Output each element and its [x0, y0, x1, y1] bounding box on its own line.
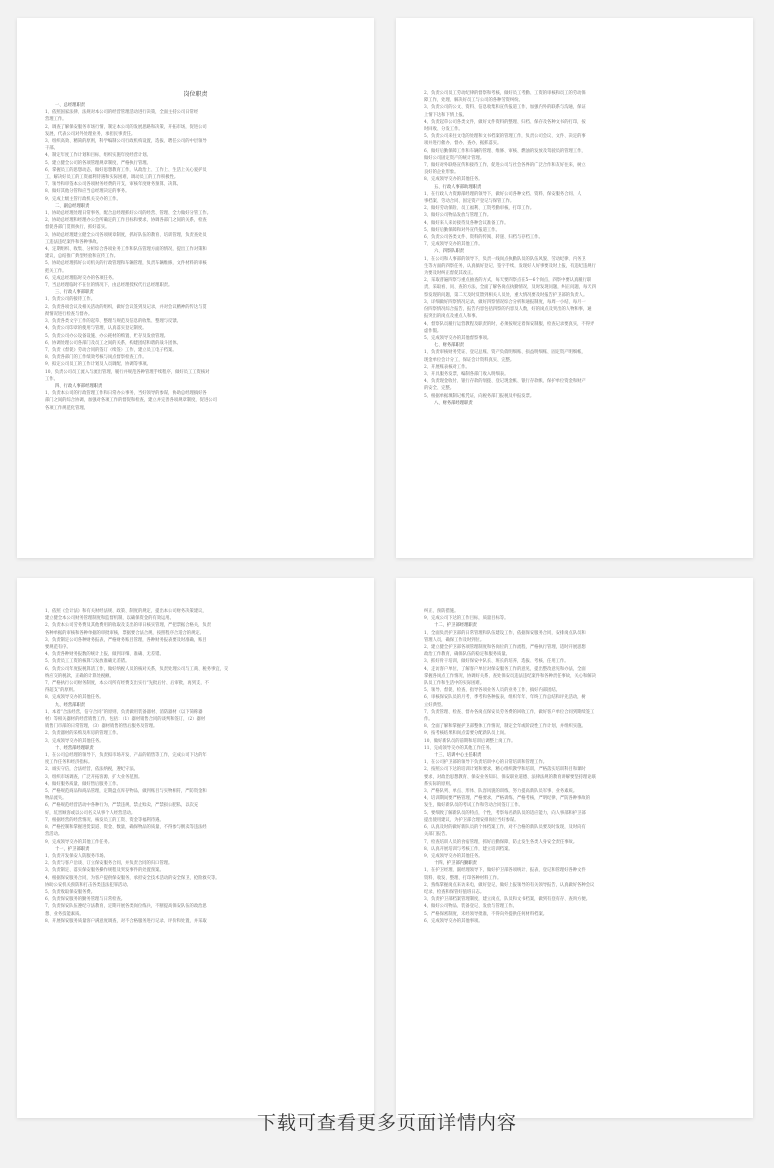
text-line: 7、做好对外联络宣传和接待工作，促进公司与社会各界的广泛合作和友好往来，树立 — [424, 163, 586, 169]
text-line: 1、协助总经理处理日常事务，配合总经理抓好公司的经营、管理、全力做好分管工作。 — [45, 211, 212, 217]
page-lines — [45, 102, 346, 412]
text-line: 5、要细致了解新队员的特点，个性，考察每名新队员的适应能力，向人事部和护卫部 — [424, 810, 586, 816]
page-title: 岗位职责 — [183, 91, 208, 98]
text-line: 建议，总结推广典型经验和宣传工作。 — [45, 254, 119, 260]
text-line: 要规范有序。 — [45, 645, 71, 651]
text-line: 6、完成总经理临时交办的各项任务。 — [45, 275, 117, 281]
text-line: 3、负责制定、落实保安服务操作规程及突发事件的处置预案。 — [45, 868, 164, 874]
text-line: 9、完成领导交办的其他工作任务。 — [45, 839, 113, 845]
text-line: 4、做好服务质量，做好售后服务工作。 — [45, 781, 121, 787]
text-line: 责，采取看、问、查的方法，全面了解各岗点执勤情况，及时发现问题，纠正问题，每天四 — [424, 285, 596, 291]
document-page-3 — [17, 578, 374, 1118]
text-line: 7、负责管理、检查、督办各岗点保安员劳务费的回收工作，做好客户单位合同到期续签工 — [424, 709, 595, 715]
text-line: 作。 — [424, 717, 433, 723]
text-line: 8、完成领导交办的其他任务。 — [45, 695, 104, 701]
section-heading: 九、经营部职责 — [55, 702, 86, 708]
text-line: 项并进行催办、督办、查办，据抓落实。 — [424, 141, 502, 147]
text-line: 2、协助总经理和经理办公会所确定的工作目标和要求，协调各部门之间的关系，检查 — [45, 218, 207, 224]
text-line: 建立健全本公司财务管理制度和监督机制，以确保资金的有效运用。 — [45, 616, 174, 622]
text-line: 良好的企业形象。 — [424, 170, 459, 176]
text-line: 4、制定年度工作计划和目标，组织实施年度经营计划。 — [45, 153, 151, 159]
text-line: 察发现的问题，第二天及时反馈到相关人员处，重大情况要及时报告护卫部的负责人。 — [424, 292, 588, 298]
text-line: 协助公安机关预防和打击各类违法犯罪活动。 — [45, 882, 131, 888]
text-line: 上情下达和下情上报。 — [424, 112, 467, 118]
text-line: 做好公司固定资产的统计管理。 — [424, 155, 485, 161]
text-line: 要求，对政治思想教育、保安业务知识、保安职业道德、法律法规的教育讲解要坚持理论联 — [424, 774, 596, 780]
text-line: 把关工作。 — [45, 268, 67, 274]
document-page-1 — [17, 18, 374, 558]
text-line: 3、开具服务发票，编制各部门收入明细表。 — [424, 371, 509, 377]
text-line: 3、组织市场调查，广泛开拓客源，扩大业务范围。 — [45, 774, 143, 780]
text-line: 5、领导、督促、检查、指导各项业务人员的业务工作，搞好内部团结。 — [424, 688, 560, 694]
text-line: 纪录、检查和保管好值班日志。 — [424, 889, 485, 895]
text-line: 6、协调处理公司各部门及员工之间的关系，构建团结和谐的战斗团体。 — [45, 340, 181, 346]
text-line: 的安全、完整。 — [424, 386, 455, 392]
text-line: 7、根据经营的经营情况，核发员工的工资、资金等福利待遇。 — [45, 817, 164, 823]
text-line: 5、根据单据填制记帐凭证，向税务部门报税及申报发票。 — [424, 393, 535, 399]
text-line: 8、负责各部门的工作绩效考核与岗点督察检查工作。 — [45, 355, 147, 361]
text-line: 系实际的原则。 — [424, 781, 455, 787]
text-line: 3、抓好骨干培训，做好保安中队长、班长的培养，选拔、考核、任用工作。 — [424, 659, 569, 665]
text-line: 9、完成公司下达的工作目标，质量目标等。 — [424, 616, 509, 622]
text-line: 管理人员，确保工作及时到位。 — [424, 637, 485, 643]
section-heading: 七、财务部职责 — [434, 343, 465, 349]
text-line: 1、在公司和人事部的领导下，负责一线岗点执勤队员的队伍风貌、劳动纪律、内务卫 — [424, 256, 586, 262]
text-line: 4、培训期间要严格管理，严格要求，严格训练，严格考核，严明纪律，严防各种事故的 — [424, 796, 591, 802]
text-line: 6、审核保安队员的月考、季考和各种报表，组织年年、年终工作总结和评先活动，树 — [424, 695, 586, 701]
text-line: 10、负责公司员工流入与流出管理，履行并规范各种管理手续程序，做好员工工资核对 — [45, 369, 210, 375]
text-line: 干部。 — [45, 146, 58, 152]
text-line: 1、负责审核财务凭证、登记总账、资产负债明细账、损益明细账、固定资产明细帐， — [424, 350, 586, 356]
text-line: 资料、收发、整理、打印各种材料工作。 — [424, 875, 502, 881]
text-line: 生等方面的四察任务，认真搞好登记、签字手续，发现好人好事要及时上报，有违纪违规行 — [424, 263, 596, 269]
section-heading: 二、副总经理职责 — [55, 203, 90, 209]
document-page-4 — [396, 578, 753, 1118]
text-line: 3、负责护卫部档案管理制度，建立岗点、队员和文书档案，做到有登有存、查询方便。 — [424, 897, 591, 903]
text-line: 5、负责公司办公设备设施、办公耗材的购置、贮存及发放管理。 — [45, 333, 169, 339]
text-line: 7、负责保安队伍遵纪守法教育，定期开展各类岗位练兵，不断提高保安队伍的政治思 — [45, 904, 207, 910]
section-heading: 十一、护卫部职责 — [55, 846, 90, 852]
text-line: 4、负责现金收付、银行存款的划拨、登记现金帐、银行存款帐、保护单位资金和财产 — [424, 379, 586, 385]
text-line: 7、检查培训人员的食宿管理，抓好后勤保障，防止发生各类人身安全责任事故。 — [424, 839, 578, 845]
text-line: 6、负责公司年度报税算清工作，做好纳税人员的核对关系，负责处理公司与工商、税务事宜，交 — [45, 666, 229, 672]
text-line: 5、建立健全公司的各项管理规章制度，严格执行管理。 — [45, 160, 151, 166]
text-line: 2、按照公司下达的培训计划和要求，精心组织教学和培训，严格落实培训科目和课时 — [424, 767, 586, 773]
text-line: 6、掌握员工的思想动态，做好思想教育工作，从政治上、工作上、生活上关心爱护员 — [45, 167, 207, 173]
text-line: 3、完成领导交办的其他任务。 — [45, 738, 104, 744]
text-line: 1、在公司总经理的领导下，负责拟市场开发、产品的销售等工作，完成公司下达的年 — [45, 753, 207, 759]
text-line: 发展，代表公司对外处理业务，承担民事责任。 — [45, 131, 136, 137]
text-line: 掌握各岗点工作情况，协调好关系，查处保安员违法违纪案件和各种责任事故，关心和解决 — [424, 673, 596, 679]
text-line: 2、熟练掌握岗点来访来电，做好登记，做好上报领导的有关领导报告，认真做好各种会议 — [424, 882, 595, 888]
text-line: 纠正、预防措施。 — [424, 609, 459, 614]
text-line: 5、负责收取保安服务费。 — [45, 889, 95, 895]
text-line: 发生，做好新队员的考试工作和劳动合同签订工作。 — [424, 803, 523, 809]
text-line: 4、定期组织、收集、分析综合各项业务工作和队伍管理方面的情况，提出工作对策和 — [45, 247, 207, 253]
text-line: 8、认真开展培训与考核工作，建立培训档案。 — [424, 846, 513, 852]
text-line: 8、完成领导交办的其他任务。 — [424, 177, 483, 183]
text-line: 1、负责公司的接待工作。 — [45, 297, 95, 303]
text-line: 3、负责各类文字工作的起草、整理与规范及信息的收集、整理与反馈。 — [45, 319, 181, 325]
text-line: 3、协助总经理建立健全公司各项规章制度，抓好队伍的教育、培训管理，负责查处员 — [45, 232, 207, 238]
text-line: 4、督察队员履行运营教程及职责的时，必须按规定着保安制服，检查记录要真实，不得弄 — [424, 321, 595, 327]
text-line: 4、负责起草公司各类文件，做好文件资料的整理、归档、保存及各种文书的打印，按 — [424, 119, 586, 125]
text-line: 得超支”的原则。 — [45, 688, 78, 694]
page-lines — [45, 608, 346, 925]
text-line: 2、负责各项会议及相关活动的组织，做好会议签到及记录，并对会议精神的传达与贯 — [45, 304, 207, 310]
text-line: 10、做好新队员的前期和培训后调整上岗工作。 — [424, 738, 516, 744]
text-line: 障工作，处理、解决好员工与公司的各种劳资纠纷。 — [424, 98, 523, 104]
text-line: 彻情况进行检查与督办。 — [45, 311, 93, 317]
text-line: 4、根据保安服务合同，为客户提供保安服务，承担安全技术活动的安全保卫，抢险救灾等。 — [45, 875, 220, 881]
section-heading: 十四、护卫部内勤职责 — [434, 861, 477, 867]
text-line: 5、做好后勤保障和对外宣传报道工作。 — [424, 227, 500, 233]
download-caption[interactable]: 下载可查看更多页面详情内容 — [256, 1112, 517, 1134]
page-lines — [424, 608, 725, 925]
text-line: 9、完成领导交办的其他任务。 — [424, 853, 483, 859]
text-line: 1、依照《会计法》和有关财经法规、政策、制度的规定，提出本公司财务决策建议， — [45, 609, 207, 614]
text-line: 9、完成上级主管行政机关交办的工作。 — [45, 196, 121, 202]
text-line: 想、业务技能素质。 — [45, 911, 84, 917]
text-line: 1、全面负责护卫部的日常管理和队伍建设工作，依据保安服务合同，安排岗点队员和 — [424, 630, 586, 636]
text-line: 3、做好公司物品发放与管理工作。 — [424, 213, 492, 219]
text-line: 6、严格规范经营活动中各种行为，严禁违规，禁止赊卖，严禁损公肥私，以次充 — [45, 803, 199, 809]
text-line: 2、负责与客户洽谈、订立保安服务合同，并负责合同的归口管理。 — [45, 861, 173, 867]
text-line: 4、做好来人来访接待及各种会议准备工作。 — [424, 220, 509, 226]
text-line: 5、严格保密制度，未经领导批准，不得向外提供任何材料档案。 — [424, 911, 548, 917]
text-line: 1、负责开发保安人防服务市场。 — [45, 853, 108, 859]
text-line: 6、做好后勤保障工作和车辆的管理、维修、审核、燃油的发放及驾驶员的管理工作， — [424, 148, 586, 154]
text-line: 营理工作。 — [45, 117, 67, 123]
text-line: 9、按考核结果和岗点需要分配新队员上岗。 — [424, 731, 509, 737]
text-line: 工，解决好员工的工资福利待遇和实际困难，调动员工的工作积极性。 — [45, 175, 179, 181]
text-line: 物品流失。 — [45, 796, 67, 802]
text-line: 7、严格执行公司财务制度，本公司所有经费支出实行“先批后付、后审批，再到支，不 — [45, 681, 209, 687]
text-line: 时回收、分发工作。 — [424, 127, 463, 133]
text-line: 2、调查了解保安服务市场行情，制定本公司的发展思路和决策，开拓市场，促进公司 — [45, 124, 207, 130]
text-line: 2、负责器材的采购及库房的管理工作。 — [45, 731, 121, 737]
text-line: 各种单据的审核和各种单据的审批审核，票据要合法合规，按照程序合适合的规定。 — [45, 630, 204, 636]
text-line: 3、负责制定公司各种财务报表，严格财务账目管理，各种财务报表要及时准确，账目 — [45, 637, 207, 643]
text-line: 3、负责公司的公文、资料、信息收集和宣传报道工作，加强内外的联系与沟通，保证 — [424, 105, 586, 111]
text-line: 2、开展账表核对工作。 — [424, 364, 470, 370]
text-line: 6、完成领导交办的其他事项。 — [424, 918, 483, 924]
text-line: 6、认真及时的做好新队员的个体档案工作，对不合格的新队员要及时发现，及时向有 — [424, 825, 586, 831]
text-line: 材）等相关器材的经营销售工作，包括：（1）器材销售合同的谈判和签订，（2）器材 — [45, 717, 206, 723]
text-line: 8、做好其他分管和应当总经理决定的事务。 — [45, 189, 130, 195]
text-line: 提出使用建议，为护卫部合理安排岗位当好参谋。 — [424, 817, 519, 823]
text-line: 事档案、劳动合同、固定资产登记与保管工作。 — [424, 199, 515, 205]
text-line: 好，坑害顾客或以公司名义从事个人经营活动。 — [45, 810, 136, 816]
text-line: 报突出的岗点及重点人和事。 — [424, 314, 480, 320]
text-line: 现金单位会计分工，保证会计资料真实、完整。 — [424, 357, 515, 363]
text-line: 2、建立健全护卫部各项管理制度和各岗位的工作流程，严格执行管理，适时开展思想 — [424, 645, 586, 651]
text-line: 5、负责公司来往文电的处理和文书档案的管理工作，负责公司会议、文件、决定的事 — [424, 134, 586, 140]
text-line: 3、严格队列、单点、形体、队容风貌的训练，努力提高新队员军事、业务素质。 — [424, 789, 578, 795]
text-line: 3、详细做好四察情况记录，做好四察情况综合分析和通报制度，每周一小结，每月一 — [424, 299, 586, 305]
text-line: 工作。 — [45, 376, 58, 382]
text-line: 4、走访客户单位，了解客户单位对保安服务工作的意见，提出整改意见和办法，全面 — [424, 666, 586, 672]
text-line: 7、负责《督促》劳动合同的签订（续签）工作，建立员工电子档案。 — [45, 347, 177, 353]
document-page-2 — [396, 18, 753, 558]
text-line: 5、完成领导交办的其他督察事项。 — [424, 335, 492, 341]
section-heading: 十、经营部经理职责 — [55, 745, 94, 751]
text-line: 1、依照国家法律、法规对本公司的经营管理活动进行决策，全面主持公司日常经 — [45, 110, 199, 116]
text-line: 4、负责公司印章的使用与管理，认真落实登记制度。 — [45, 326, 147, 332]
section-heading: 六、四察队职责 — [434, 249, 465, 255]
text-line: 4、负责各种财务报数的统计上报，做到详细、准确、无差错。 — [45, 652, 164, 658]
section-heading: 八、财务部经理职责 — [434, 400, 473, 406]
text-line: 2、负责公司员工劳动纪律的督察和考核，做好员工考勤、工资的审核和员工的劳动保 — [424, 91, 586, 96]
text-line: 7、领导和审签本公司各项财务经费的开支，审核年度财务预算、决算。 — [45, 182, 181, 188]
text-line: 9、拟定公司员工的工作计划及人员调配、协调等事项。 — [45, 362, 151, 368]
text-line: 份四察情况综合报告，报告内容包括四察的内容及人数，好的岗点及突出的人物和事，通 — [424, 307, 592, 313]
text-line: 6、负责公司各类文件、资料的传阅、转递、归档与存档工作。 — [424, 235, 543, 241]
section-heading: 十三、培训中心主任职责 — [434, 753, 482, 759]
section-heading: 五、行政人事部助理职责 — [434, 184, 482, 190]
text-line: 销售门市部的日常管理，（3）器材销售的售后服务及管理。 — [45, 724, 158, 730]
text-line: 8、全面了解和掌握护卫部整体工作情况，制定全年或阶段性工作计划，并组织实施。 — [424, 724, 586, 730]
text-line: 营活动。 — [45, 832, 63, 838]
section-heading: 四、行政人事部经理职责 — [55, 383, 103, 389]
section-heading: 十二、护卫部经理职责 — [434, 623, 477, 629]
text-line: 11、完成领导交办的其他工作任务。 — [424, 745, 494, 751]
text-line: 7、完成领导交办的其他工作。 — [424, 242, 483, 248]
text-line: 纳应交的税款，正确的计算处税额。 — [45, 673, 114, 679]
text-line: 关部门报告。 — [424, 832, 450, 838]
text-line: 7、当总经理临时不在位的情况下，由总经理授权代行总经理职责。 — [45, 283, 173, 289]
text-line: 1、本着“合法经营，信守合同”的原则，负责做用装备器材、消防器材（以下简称器 — [45, 709, 203, 715]
text-line: 8、严格控制和掌握进货渠道、资金、数量，确保物品的质量，不得参与倒卖等违法经 — [45, 825, 207, 831]
text-line: 工违法违纪案件和各种事故。 — [45, 239, 101, 245]
text-line: 政治工作教育，确保队伍的稳定和服务质量。 — [424, 652, 510, 658]
text-line: 1、在公司护卫部的领导下负责培训中心的日常培训和管理工作。 — [424, 760, 548, 766]
text-line: 立好典型。 — [424, 702, 446, 708]
section-heading: 一、总经理职责 — [55, 103, 86, 108]
text-line: 度工作任务和经济指标。 — [45, 760, 93, 766]
text-line: 为要及时纠正督促其改正。 — [424, 271, 476, 277]
text-line: 6、负责保安服务的勤务管理与日常检查。 — [45, 897, 126, 903]
text-line: 1、在护卫经理、副经理领导下，做好护卫部各项统计、报表、登记和管理好各种文件 — [424, 868, 586, 874]
text-line: 2、负责本公司劳务费及其他费用的收取及支出的审日核实管理，严把票据合格关，负责 — [45, 623, 212, 629]
text-line: 8、开展保安服务质量客户满意度调查，对不合格服务进行记录、评价和处置，并采取 — [45, 918, 207, 924]
text-line: 队员工作和生活中的实际困难。 — [424, 681, 485, 687]
text-line: 5、严格规范商品和商品管理，定期盘点库存物品，做到账目与实物相符，严防资金和 — [45, 789, 207, 795]
text-line: 3、组织高效、精简的原则，科学编制公司行政机构设置，选拔、聘任公司的中层领导 — [45, 139, 207, 145]
text-line: 5、协助总经理抓好公司机关的行政管理和车辆管理，负责车辆维修，文件材料的审核 — [45, 261, 207, 267]
text-line: 各项工作规范化管理。 — [45, 405, 88, 411]
section-heading: 三、行政人事部职责 — [55, 290, 94, 296]
text-line: 2、采取普遍四察与重点抽查的方式，每天要四察点在5—6个岗点，四察中要认真履行职 — [424, 278, 592, 284]
text-line: 督促各部门贯彻执行，抓好落实。 — [45, 225, 110, 231]
text-line: 2、做好劳动保险、员工福利、工资考勤审核，打印工作。 — [424, 206, 535, 212]
text-line: 虚作假。 — [424, 328, 442, 334]
page-lines — [424, 90, 725, 407]
text-line: 4、做好公司物品、装备登记、发放与管理工作。 — [424, 904, 517, 910]
text-line: 1、负责本公司的行政管理工作和日常办公事务，当好领导的参谋，协助总经理搞好各 — [45, 391, 207, 397]
text-line: 2、诚实守信，合法经营，依法纳税，遵纪守法。 — [45, 767, 138, 773]
text-line: 1、在行政人力资源部经理的领导下，做好公司各种文档、资料、保安服务合同、人 — [424, 191, 582, 197]
text-line: 部门之间的综合协调，加强对各项工作的督促和检查，建立并完善各项规章制度，促进公司 — [45, 398, 217, 404]
text-line: 5、负责员工工资的核算与发放准确无差错。 — [45, 659, 130, 665]
